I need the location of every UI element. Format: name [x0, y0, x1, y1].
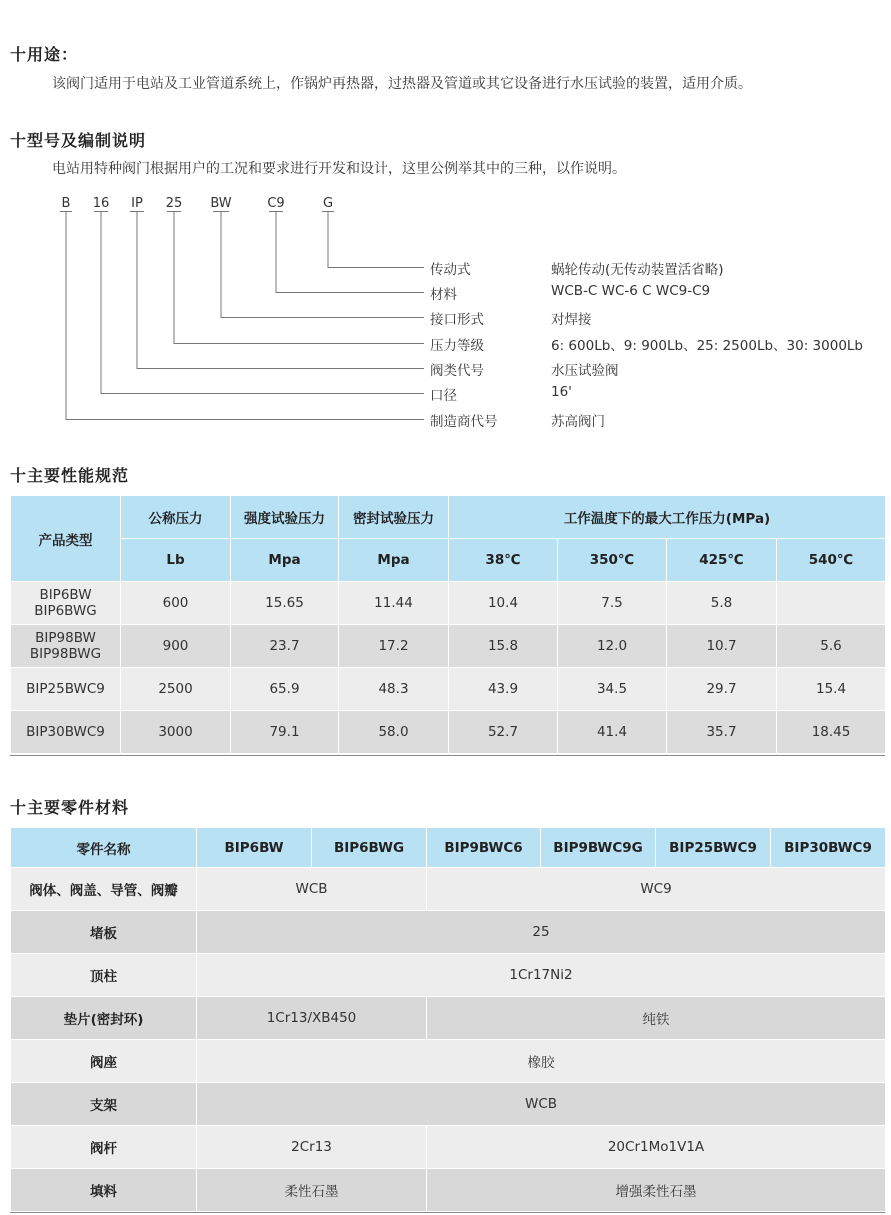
- cell-temp-540: 5.6: [777, 625, 886, 668]
- label-maker: 制造商代号: [430, 414, 498, 430]
- model-title: 十型号及编制说明: [10, 131, 147, 150]
- performance-title: 十主要性能规范: [10, 466, 130, 485]
- cell-part-name: 垫片(密封环): [11, 997, 197, 1040]
- cell-part-name: 阀座: [11, 1040, 197, 1083]
- value-valve-type: 水压试验阀: [551, 363, 619, 379]
- line-c9: [269, 212, 424, 293]
- cell-material-all: 1Cr17Ni2: [197, 954, 886, 997]
- table-row: [11, 954, 886, 997]
- cell-temp-38: 10.4: [449, 582, 558, 625]
- table-row: [11, 582, 886, 625]
- cell-part-name: 阀体、阀盖、导管、阀瓣: [11, 868, 197, 911]
- header-strength-pressure: 强度试验压力: [231, 496, 339, 539]
- code-c9: C9: [267, 196, 285, 211]
- cell-temp-38: 52.7: [449, 711, 558, 754]
- cell-seal: 48.3: [339, 668, 449, 711]
- value-maker: 苏高阀门: [551, 414, 605, 430]
- line-16: [94, 212, 424, 394]
- table-row: [11, 1126, 886, 1169]
- cell-part-name: 填料: [11, 1169, 197, 1212]
- header-bip6bw: BIP6BW: [197, 828, 312, 868]
- cell-product-type: BIP30BWC9: [11, 711, 121, 754]
- cell-temp-425: 10.7: [667, 625, 777, 668]
- line-25: [167, 212, 424, 344]
- table-row: [11, 868, 886, 911]
- cell-strength: 65.9: [231, 668, 339, 711]
- cell-material-all: 橡胶: [197, 1040, 886, 1083]
- cell-temp-425: 5.8: [667, 582, 777, 625]
- cell-material-all: 25: [197, 911, 886, 954]
- usage-title: 十用途：: [10, 45, 79, 64]
- parts-table: [10, 827, 886, 1212]
- header-nominal-pressure: 公称压力: [121, 496, 231, 539]
- header-max-work-pressure: 工作温度下的最大工作压力(MPa): [449, 496, 886, 539]
- cell-lb: 900: [121, 625, 231, 668]
- value-material: WCB-C WC-6 C WC9-C9: [551, 283, 711, 299]
- table-row: [11, 668, 886, 711]
- code-g: G: [322, 196, 334, 211]
- cell-material-a: 1Cr13/XB450: [197, 997, 427, 1040]
- line-bw: [213, 212, 424, 318]
- cell-temp-350: 7.5: [558, 582, 667, 625]
- table-row: [11, 1169, 886, 1212]
- performance-table-bottom-line: [10, 755, 885, 756]
- cell-lb: 600: [121, 582, 231, 625]
- header-product-type: 产品类型: [11, 496, 121, 582]
- cell-part-name: 支架: [11, 1083, 197, 1126]
- cell-temp-540: 18.45: [777, 711, 886, 754]
- table-row: [11, 1083, 886, 1126]
- header-seal-pressure: 密封试验压力: [339, 496, 449, 539]
- table-row: [11, 1040, 886, 1083]
- cell-temp-425: 35.7: [667, 711, 777, 754]
- cell-material-a: WCB: [197, 868, 427, 911]
- cell-lb: 2500: [121, 668, 231, 711]
- cell-material-b: 增强柔性石墨: [427, 1169, 886, 1212]
- code-25: 25: [165, 196, 183, 211]
- header-bip6bwg: BIP6BWG: [312, 828, 427, 868]
- label-pressure: 压力等级: [430, 338, 484, 354]
- header-unit-lb: Lb: [121, 539, 231, 582]
- cell-material-b: 纯铁: [427, 997, 886, 1040]
- header-bip25bwc9: BIP25BWC9: [656, 828, 771, 868]
- header-part-name: 零件名称: [11, 828, 197, 868]
- cell-material-b: 20Cr1Mo1V1A: [427, 1126, 886, 1169]
- line-b: [60, 212, 424, 420]
- header-temp-350: 350℃: [558, 539, 667, 582]
- cell-seal: 11.44: [339, 582, 449, 625]
- table-row: [11, 997, 886, 1040]
- cell-material-a: 柔性石墨: [197, 1169, 427, 1212]
- cell-temp-425: 29.7: [667, 668, 777, 711]
- header-unit-mpa: Mpa: [339, 539, 449, 582]
- value-drive: 蜗轮传动(无传动装置活省略): [551, 262, 724, 278]
- cell-part-name: 阀杆: [11, 1126, 197, 1169]
- cell-temp-350: 41.4: [558, 711, 667, 754]
- header-temp-540: 540℃: [777, 539, 886, 582]
- value-pressure: 6: 600Lb、9: 900Lb、25: 2500Lb、30: 3000Lb: [551, 338, 864, 354]
- usage-text: 该阀门适用于电站及工业管道系统上，作锅炉再热器，过热器及管道或其它设备进行水压试验的装置，适用介质。: [52, 76, 752, 92]
- value-connection: 对焊接: [551, 312, 592, 328]
- cell-part-name: 堵板: [11, 911, 197, 954]
- cell-seal: 58.0: [339, 711, 449, 754]
- header-bip9bwc6: BIP9BWC6: [427, 828, 541, 868]
- cell-strength: 79.1: [231, 711, 339, 754]
- model-text: 电站用特种阀门根据用户的工况和要求进行开发和设计，这里公例举其中的三种，以作说明。: [52, 161, 626, 177]
- parts-title: 十主要零件材料: [10, 798, 130, 817]
- header-unit-mpa: Mpa: [231, 539, 339, 582]
- performance-table: [10, 495, 886, 754]
- table-row: [11, 911, 886, 954]
- cell-product-type: BIP98BW BIP98BWG: [11, 625, 121, 668]
- cell-material-a: 2Cr13: [197, 1126, 427, 1169]
- code-16: 16: [92, 196, 110, 211]
- header-bip9bwc9g: BIP9BWC9G: [541, 828, 656, 868]
- label-drive: 传动式: [430, 262, 471, 278]
- cell-material-all: WCB: [197, 1083, 886, 1126]
- cell-seal: 17.2: [339, 625, 449, 668]
- cell-temp-540: [777, 582, 886, 625]
- label-material: 材料: [430, 287, 457, 303]
- cell-product-type: BIP25BWC9: [11, 668, 121, 711]
- cell-strength: 15.65: [231, 582, 339, 625]
- parts-table-bottom-line: [10, 1212, 885, 1213]
- code-b: B: [61, 196, 71, 211]
- cell-temp-38: 43.9: [449, 668, 558, 711]
- cell-temp-350: 34.5: [558, 668, 667, 711]
- cell-lb: 3000: [121, 711, 231, 754]
- cell-temp-38: 15.8: [449, 625, 558, 668]
- code-bw: BW: [210, 196, 232, 211]
- header-temp-425: 425℃: [667, 539, 777, 582]
- header-bip30bwc9: BIP30BWC9: [771, 828, 886, 868]
- cell-strength: 23.7: [231, 625, 339, 668]
- label-valve-type: 阀类代号: [430, 363, 484, 379]
- cell-material-b: WC9: [427, 868, 886, 911]
- table-row: [11, 711, 886, 754]
- label-connection: 接口形式: [430, 312, 484, 328]
- cell-temp-540: 15.4: [777, 668, 886, 711]
- code-ip: IP: [131, 196, 143, 211]
- line-g: [322, 212, 424, 268]
- table-row: [11, 625, 886, 668]
- cell-product-type: BIP6BW BIP6BWG: [11, 582, 121, 625]
- cell-part-name: 顶柱: [11, 954, 197, 997]
- label-diameter: 口径: [430, 388, 457, 404]
- cell-temp-350: 12.0: [558, 625, 667, 668]
- header-temp-38: 38℃: [449, 539, 558, 582]
- value-diameter: 16': [551, 384, 572, 400]
